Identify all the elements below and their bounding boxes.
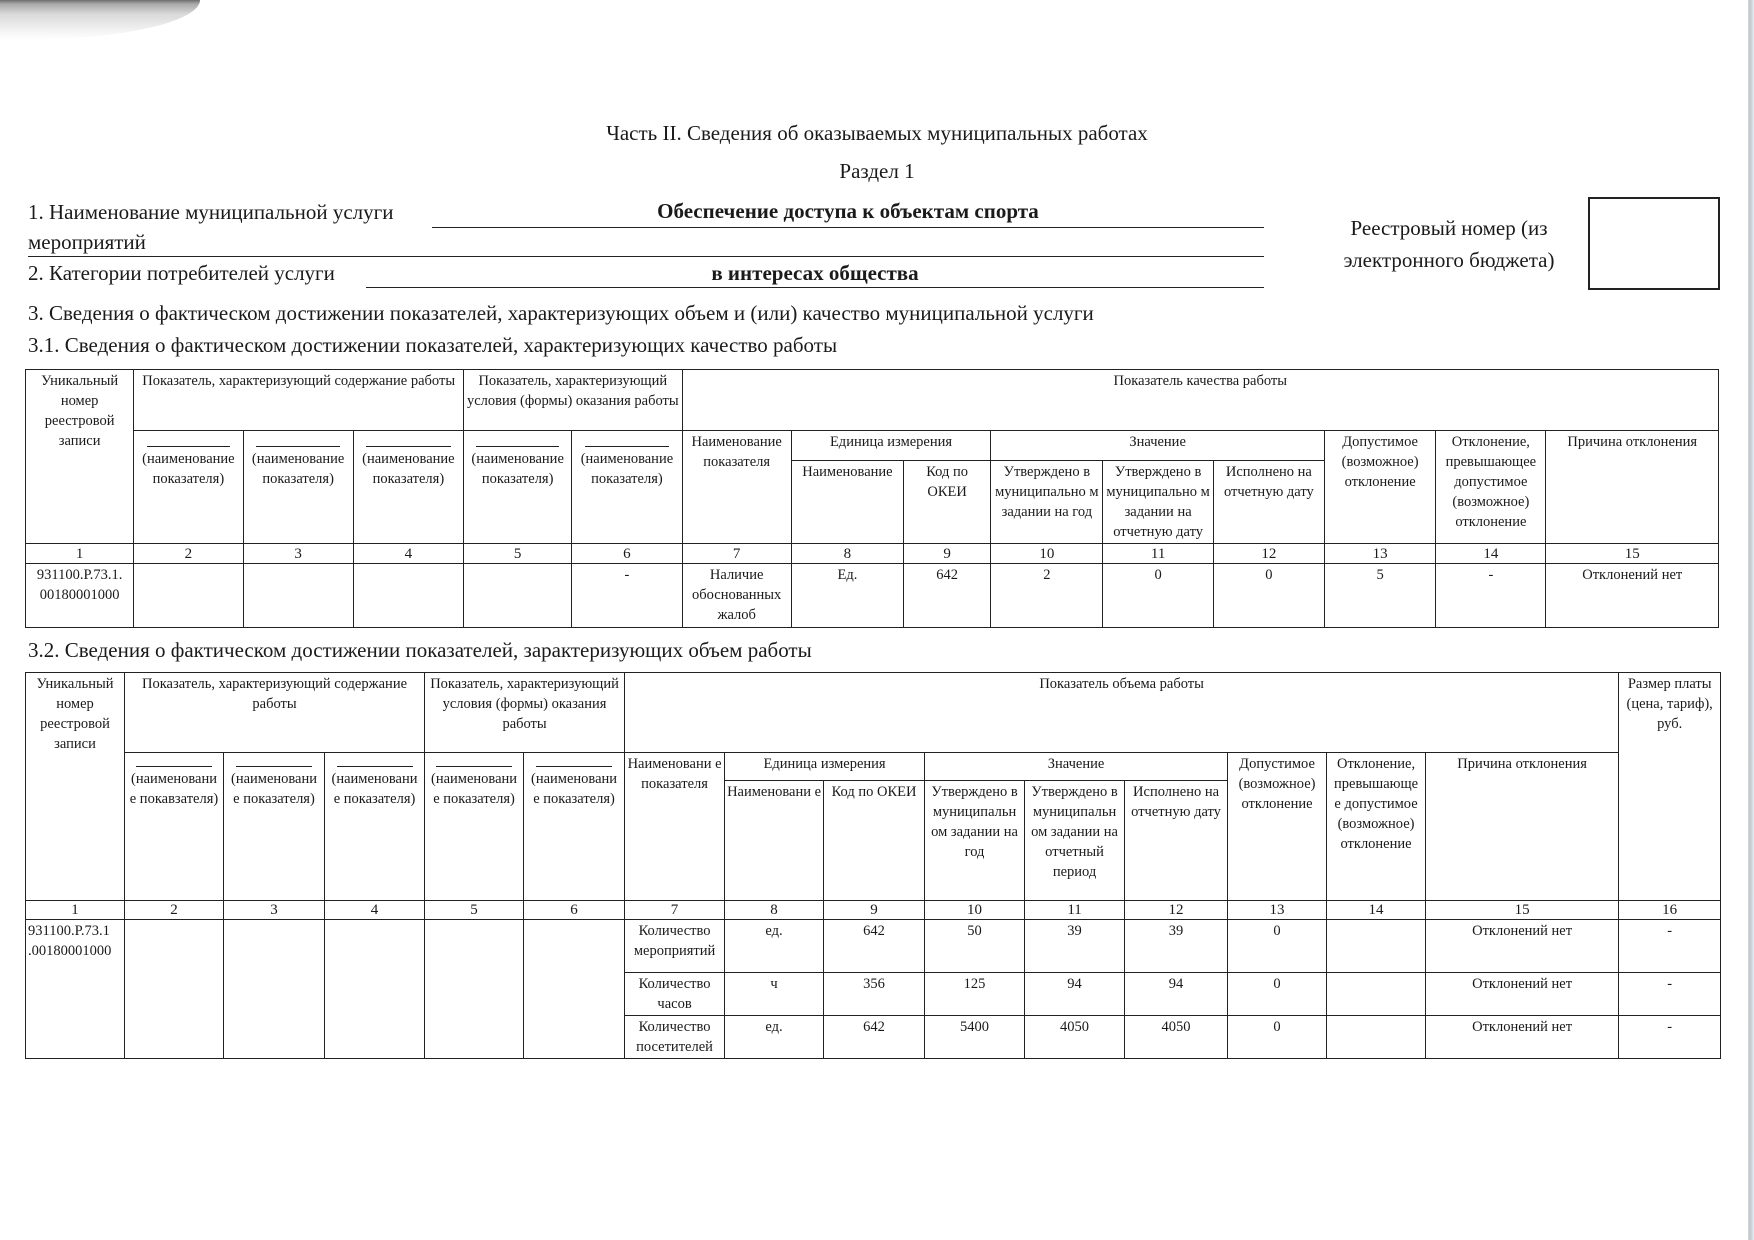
col-number: 16: [1619, 901, 1721, 920]
table-row: [26, 564, 1719, 628]
volume-sub-header-2: (наименовани е покавзателя): [125, 753, 224, 901]
cell-allowed: 5: [1324, 564, 1435, 628]
volume-header-unit: Единица измерения: [725, 753, 925, 781]
blank-line: [585, 446, 669, 447]
volume-header-indicator-name: Наименовани е показателя: [625, 753, 725, 901]
col-number: 1: [26, 901, 125, 920]
consumers-value: в интересах общества: [711, 261, 919, 285]
col-number: 7: [625, 901, 725, 920]
volume-header-value: Значение: [925, 753, 1228, 781]
scan-shadow: [0, 0, 200, 40]
col-number: 13: [1228, 901, 1327, 920]
volume-header-content: Показатель, характеризующий содержание работы: [125, 673, 425, 753]
cell-reason: Отклонений нет: [1426, 973, 1619, 1016]
consumers-underline: [366, 287, 1264, 288]
volume-header-conditions: Показатель, характеризующий условия (формы) оказания работы: [425, 673, 625, 753]
col-number: 5: [464, 544, 572, 564]
cell-reason: Отклонений нет: [1546, 564, 1719, 628]
quality-sub-header-6: (наименование показателя): [572, 431, 682, 544]
cell-unit-code: 356: [824, 973, 925, 1016]
col-number: 13: [1324, 544, 1435, 564]
cell-approved-year: 125: [925, 973, 1025, 1016]
cell-allowed: 0: [1228, 973, 1327, 1016]
col-number: 6: [524, 901, 625, 920]
blank-line: [436, 766, 511, 767]
col-number: 11: [1103, 544, 1213, 564]
cell-allowed: 0: [1228, 1016, 1327, 1059]
cell-unit-name: Ед.: [791, 564, 903, 628]
service-name-continuation: мероприятий: [28, 230, 146, 254]
registry-label-line2: электронного бюджета): [1343, 248, 1555, 272]
cell-approved-period: 4050: [1025, 1016, 1125, 1059]
col-number: 8: [725, 901, 824, 920]
volume-column-numbers: [26, 901, 1721, 920]
blank-line: [147, 446, 230, 447]
volume-header-done: Исполнено на отчетную дату: [1125, 781, 1228, 901]
quality-header-reason: Причина отклонения: [1546, 431, 1719, 544]
blank-line: [337, 766, 413, 767]
volume-table: [25, 672, 1721, 1059]
cell-indicator-name: Количество мероприятий: [625, 920, 725, 973]
heading-3-2: 3.2. Сведения о фактическом достижении показателей, зарактеризующих объем работы: [28, 638, 812, 662]
cell-indicator-name: Наличие обоснованных жалоб: [682, 564, 791, 628]
col-number: 10: [925, 901, 1025, 920]
cell-unit-name: ед.: [725, 920, 824, 973]
service-name-cont-underline: [28, 256, 1264, 257]
cell: [243, 564, 353, 628]
quality-header-done: Исполнено на отчетную дату: [1213, 461, 1324, 544]
col-number: 10: [991, 544, 1103, 564]
cell-fee: -: [1619, 1016, 1721, 1059]
col-number: 9: [824, 901, 925, 920]
col-number: 7: [682, 544, 791, 564]
cell-approved-date: 0: [1103, 564, 1213, 628]
volume-header-unique: Уникальный номер реестровой записи: [26, 673, 125, 901]
cell-done: 4050: [1125, 1016, 1228, 1059]
cell-exceed: [1327, 1016, 1426, 1059]
cell-reason: Отклонений нет: [1426, 1016, 1619, 1059]
cell-done: 0: [1213, 564, 1324, 628]
col-number: 6: [572, 544, 682, 564]
volume-sub-header-5: (наименовани е показателя): [425, 753, 524, 901]
cell-unit-code: 642: [824, 920, 925, 973]
blank-line: [236, 766, 313, 767]
cell-indicator-name: Количество посетителей: [625, 1016, 725, 1059]
quality-sub-header-4: (наименование показателя): [353, 431, 463, 544]
service-name-underline: [432, 227, 1264, 228]
quality-header-content: Показатель, характеризующий содержание работы: [134, 370, 464, 431]
quality-header-exceed: Отклонение, превышающее допустимое (возможное) отклонение: [1436, 431, 1546, 544]
part-title: Часть II. Сведения об оказываемых муниципальных работах: [606, 121, 1148, 145]
col-number: 4: [353, 544, 463, 564]
service-name-value: Обеспечение доступа к объектам спорта: [657, 199, 1039, 223]
cell-unique-number: 931100.Р.73.1. 00180001000: [26, 564, 134, 628]
cell: [353, 564, 463, 628]
blank-line: [366, 446, 450, 447]
blank-line: [536, 766, 613, 767]
quality-header-unit-code: Код по ОКЕИ: [904, 461, 991, 544]
cell-fee: -: [1619, 973, 1721, 1016]
volume-sub-header-6: (наименовани е показателя): [524, 753, 625, 901]
col-number: 1: [26, 544, 134, 564]
blank-line: [476, 446, 559, 447]
cell-approved-year: 50: [925, 920, 1025, 973]
quality-sub-header-2: (наименование показателя): [134, 431, 243, 544]
col-number: 12: [1125, 901, 1228, 920]
col-number: 12: [1213, 544, 1324, 564]
col-number: 15: [1546, 544, 1719, 564]
cell: [125, 920, 224, 1059]
cell: [134, 564, 243, 628]
volume-header-volume: Показатель объема работы: [625, 673, 1619, 753]
table-row: [26, 920, 1721, 973]
cell-approved-year: 5400: [925, 1016, 1025, 1059]
cell-exceed: [1327, 920, 1426, 973]
heading-3-1: 3.1. Сведения о фактическом достижении показателей, характеризующих качество работы: [28, 333, 838, 357]
cell-done: 39: [1125, 920, 1228, 973]
registry-number-box[interactable]: [1588, 197, 1720, 290]
cell: [325, 920, 425, 1059]
cell-approved-period: 94: [1025, 973, 1125, 1016]
cell-reason: Отклонений нет: [1426, 920, 1619, 973]
cell-exceed: -: [1436, 564, 1546, 628]
volume-header-allowed: Допустимое (возможное) отклонение: [1228, 753, 1327, 901]
blank-line: [136, 766, 211, 767]
volume-sub-header-4: (наименовани е показателя): [325, 753, 425, 901]
col-number: 14: [1327, 901, 1426, 920]
volume-header-fee: Размер платы (цена, тариф), руб.: [1619, 673, 1721, 901]
quality-header-value: Значение: [991, 431, 1325, 461]
volume-header-exceed: Отклонение, превышающе е допустимое (возможное) отклонение: [1327, 753, 1426, 901]
quality-sub-header-3: (наименование показателя): [243, 431, 353, 544]
quality-header-approved-date: Утверждено в муниципально м задании на отчетную дату: [1103, 461, 1213, 544]
volume-header-unit-name: Наименовани е: [725, 781, 824, 901]
col-number: 5: [425, 901, 524, 920]
volume-header-approved-period: Утверждено в муниципальн ом задании на отчетный период: [1025, 781, 1125, 901]
cell-indicator-name: Количество часов: [625, 973, 725, 1016]
registry-label: [1318, 212, 1580, 276]
col-number: 15: [1426, 901, 1619, 920]
blank-line: [256, 446, 340, 447]
heading-3: 3. Сведения о фактическом достижении показателей, характеризующих объем и (или) качество муниципальной услуги: [28, 301, 1094, 325]
col-number: 2: [125, 901, 224, 920]
volume-header-approved-year: Утверждено в муниципальн ом задании на год: [925, 781, 1025, 901]
cell-fee: -: [1619, 920, 1721, 973]
cell-approved-year: 2: [991, 564, 1103, 628]
col-number: 8: [791, 544, 903, 564]
cell-unit-name: ч: [725, 973, 824, 1016]
volume-header-reason: Причина отклонения: [1426, 753, 1619, 901]
cell-done: 94: [1125, 973, 1228, 1016]
scan-page-edge: [1748, 0, 1754, 1240]
service-name-label: 1. Наименование муниципальной услуги: [28, 200, 394, 224]
col-number: 14: [1436, 544, 1546, 564]
cell-unit-code: 642: [904, 564, 991, 628]
col-number: 3: [243, 544, 353, 564]
consumers-label: 2. Категории потребителей услуги: [28, 261, 335, 285]
quality-header-unit-name: Наименование: [791, 461, 903, 544]
col-number: 3: [224, 901, 325, 920]
quality-header-conditions: Показатель, характеризующий условия (формы) оказания работы: [464, 370, 683, 431]
cell-unique-number: 931100.Р.73.1 .00180001000: [26, 920, 125, 1059]
cell-unit-code: 642: [824, 1016, 925, 1059]
cell: [425, 920, 524, 1059]
quality-sub-header-5: (наименование показателя): [464, 431, 572, 544]
quality-column-numbers: [26, 544, 1719, 564]
quality-header-indicator-name: Наименование показателя: [682, 431, 791, 544]
volume-sub-header-3: (наименовани е показателя): [224, 753, 325, 901]
col-number: 9: [904, 544, 991, 564]
volume-header-unit-code: Код по ОКЕИ: [824, 781, 925, 901]
quality-header-approved-year: Утверждено в муниципально м задании на год: [991, 461, 1103, 544]
registry-label-line1: Реестровый номер (из: [1350, 216, 1548, 240]
cell: -: [572, 564, 682, 628]
cell: [524, 920, 625, 1059]
section-title: Раздел 1: [839, 159, 915, 183]
quality-header-unit: Единица измерения: [791, 431, 990, 461]
cell-approved-period: 39: [1025, 920, 1125, 973]
cell: [464, 564, 572, 628]
cell: [224, 920, 325, 1059]
quality-header-unique: Уникальный номер реестровой записи: [26, 370, 134, 544]
cell-unit-name: ед.: [725, 1016, 824, 1059]
col-number: 2: [134, 544, 243, 564]
cell-allowed: 0: [1228, 920, 1327, 973]
quality-header-quality: Показатель качества работы: [682, 370, 1718, 431]
col-number: 4: [325, 901, 425, 920]
quality-header-allowed: Допустимое (возможное) отклонение: [1324, 431, 1435, 544]
col-number: 11: [1025, 901, 1125, 920]
cell-exceed: [1327, 973, 1426, 1016]
quality-table: [25, 369, 1719, 628]
